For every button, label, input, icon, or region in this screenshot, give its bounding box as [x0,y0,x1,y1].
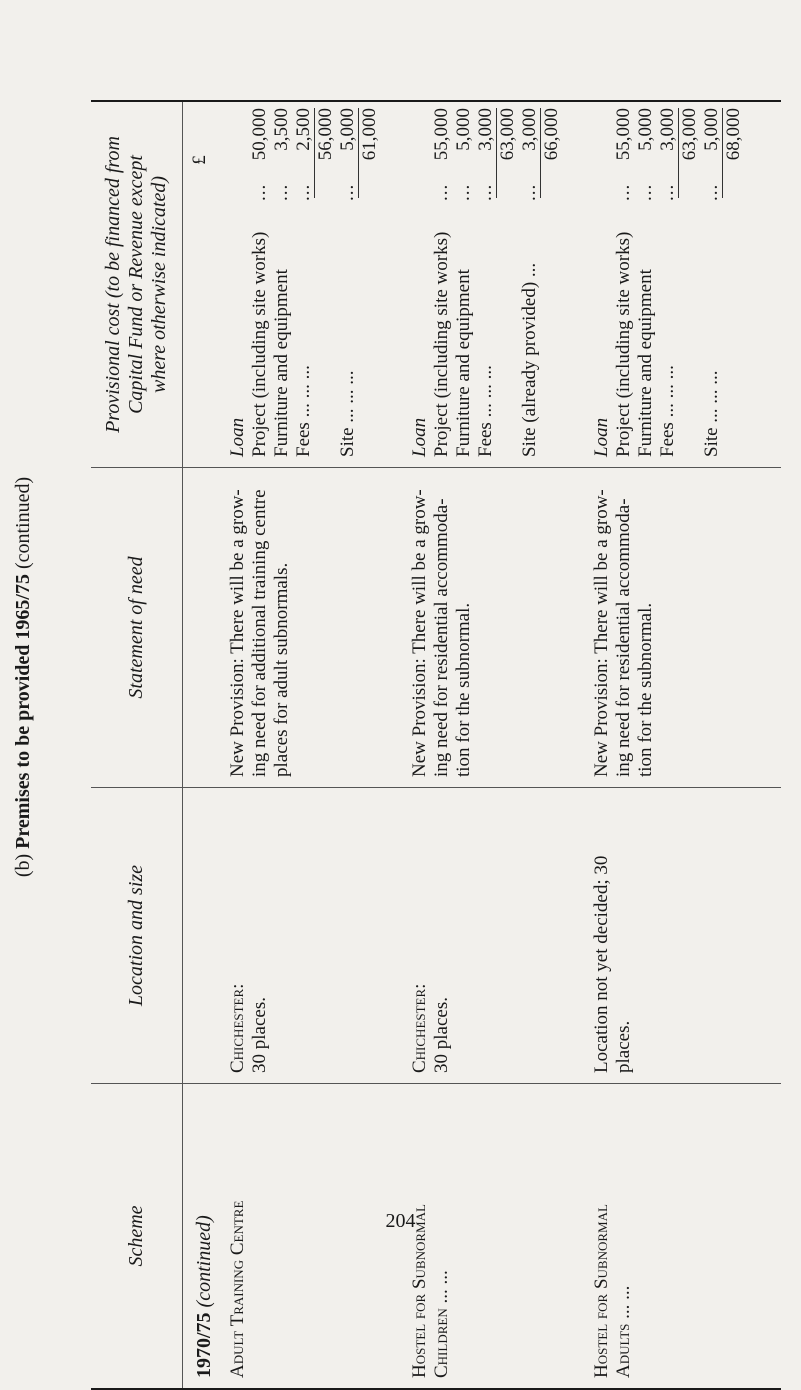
cost-label: Project (including site works) [431,231,452,457]
cost-amount: 5,000 [635,108,656,151]
cost-label: Project (including site works) [249,231,270,457]
statement-2-line-1: New Provision: There will be a grow- [409,489,430,777]
cost-label: Site (already provided) ... [519,262,540,457]
scheme-2-line-2: Children ... ... [431,1270,452,1378]
cost-header [91,102,183,467]
scheme-2-line-1: Hostel for Subnormal [409,1204,430,1378]
cost-label: Fees ... ... ... [657,365,678,457]
period-years: 1970/75 [193,1312,215,1378]
location-column [91,788,781,1084]
location-row-2 [409,798,453,1073]
cost-label: Loan [227,417,248,457]
cost-label: Furniture and equipment [453,269,474,457]
location-3-line-1: Location not yet decided; 30 [591,855,612,1073]
cost-dots: ... [657,183,678,201]
cost-amount: 3,500 [271,108,292,151]
title-prefix: (b) [12,848,34,878]
statement-1-line-1: New Provision: There will be a grow- [227,489,248,777]
statement-row-2 [409,478,475,777]
cost-amount: 5,000 [453,108,474,151]
cost-header-line-3: where otherwise indicated) [148,176,170,393]
cost-label: Loan [591,417,612,457]
cost-label: Project (including site works) [613,231,634,457]
page-number: 204 [385,1210,416,1232]
page-title [12,0,35,1354]
scheme-header: Scheme [91,1084,183,1388]
cost-dots: ... [293,183,314,201]
title-suffix: (continued) [12,476,34,575]
title-main: Premises to be provided 1965/75 [12,574,34,849]
cost-dots: ... [249,183,270,201]
scheme-column [91,1084,781,1388]
cost-amount: 68,000 [723,108,744,161]
subtotal-rule [314,108,315,198]
location-2-line-1: Chichester: [409,983,430,1073]
currency-label: £ [189,155,210,165]
cost-amount: 2,500 [293,108,314,151]
cost-dots: ... [613,183,634,201]
location-1-line-1: Chichester: [227,983,248,1073]
scheme-1-line-1: Adult Training Centre [227,1200,248,1378]
statement-row-1 [227,478,293,777]
cost-label: Furniture and equipment [635,269,656,457]
scheme-3-line-1: Hostel for Subnormal [591,1204,612,1378]
cost-dots: ... [337,183,358,201]
statement-3-line-2: ing need for residential accommoda- [613,498,634,777]
cost-label: Loan [409,417,430,457]
statement-header: Statement of need [91,468,183,787]
cost-amount: 5,000 [337,108,358,151]
cost-header-line-2: Capital Fund or Revenue except [125,155,147,414]
scheme-3-line-2: Adults ... ... [613,1285,634,1378]
statement-3-line-1: New Provision: There will be a grow- [591,489,612,777]
location-row-3 [591,798,635,1073]
cost-amount: 55,000 [613,108,634,161]
statement-row-3 [591,478,657,777]
statement-2-line-2: ing need for residential accommoda- [431,498,452,777]
location-2-line-2: 30 places. [431,997,452,1073]
statement-column [91,468,781,788]
scheme-row-3 [591,1094,635,1378]
cost-label: Site ... ... ... [337,370,358,457]
cost-dots: ... [271,183,292,201]
subtotal-rule [678,108,679,198]
cost-amount: 61,000 [359,108,380,161]
cost-label: Fees ... ... ... [475,365,496,457]
subtotal-rule [540,108,541,198]
subtotal-rule [496,108,497,198]
statement-1-line-2: ing need for additional training centre [249,489,270,777]
location-header: Location and size [91,788,183,1083]
location-row-1 [227,798,271,1073]
cost-dots: ... [453,183,474,201]
statement-3-line-3: tion for the subnormal. [635,602,656,777]
cost-amount: 3,000 [519,108,540,151]
cost-amount: 66,000 [541,108,562,161]
cost-amount: 5,000 [701,108,722,151]
cost-dots: ... [635,183,656,201]
subtotal-rule [722,108,723,198]
cost-amount: 63,000 [497,108,518,161]
scheme-row-2 [409,1094,453,1378]
cost-dots: ... [475,183,496,201]
cost-amount: 3,000 [657,108,678,151]
cost-label: Site ... ... ... [701,370,722,457]
cost-amount: 56,000 [315,108,336,161]
period-note: (continued) [193,1215,215,1308]
cost-amount: 50,000 [249,108,270,161]
cost-amount: 3,000 [475,108,496,151]
statement-2-line-3: tion for the subnormal. [453,602,474,777]
cost-column [91,102,781,468]
premises-table [91,100,781,1390]
cost-label: Fees ... ... ... [293,365,314,457]
subtotal-rule [358,108,359,198]
location-3-line-2: places. [613,1020,634,1073]
statement-1-line-3: places for adult subnormals. [271,562,292,777]
cost-dots: ... [431,183,452,201]
cost-label: Furniture and equipment [271,269,292,457]
cost-dots: ... [701,183,722,201]
cost-amount: 63,000 [679,108,700,161]
cost-header-line-1: Provisional cost (to be financed from [102,136,124,433]
cost-dots: ... [519,183,540,201]
scheme-row-1 [227,1094,249,1378]
location-1-line-2: 30 places. [249,997,270,1073]
cost-amount: 55,000 [431,108,452,161]
